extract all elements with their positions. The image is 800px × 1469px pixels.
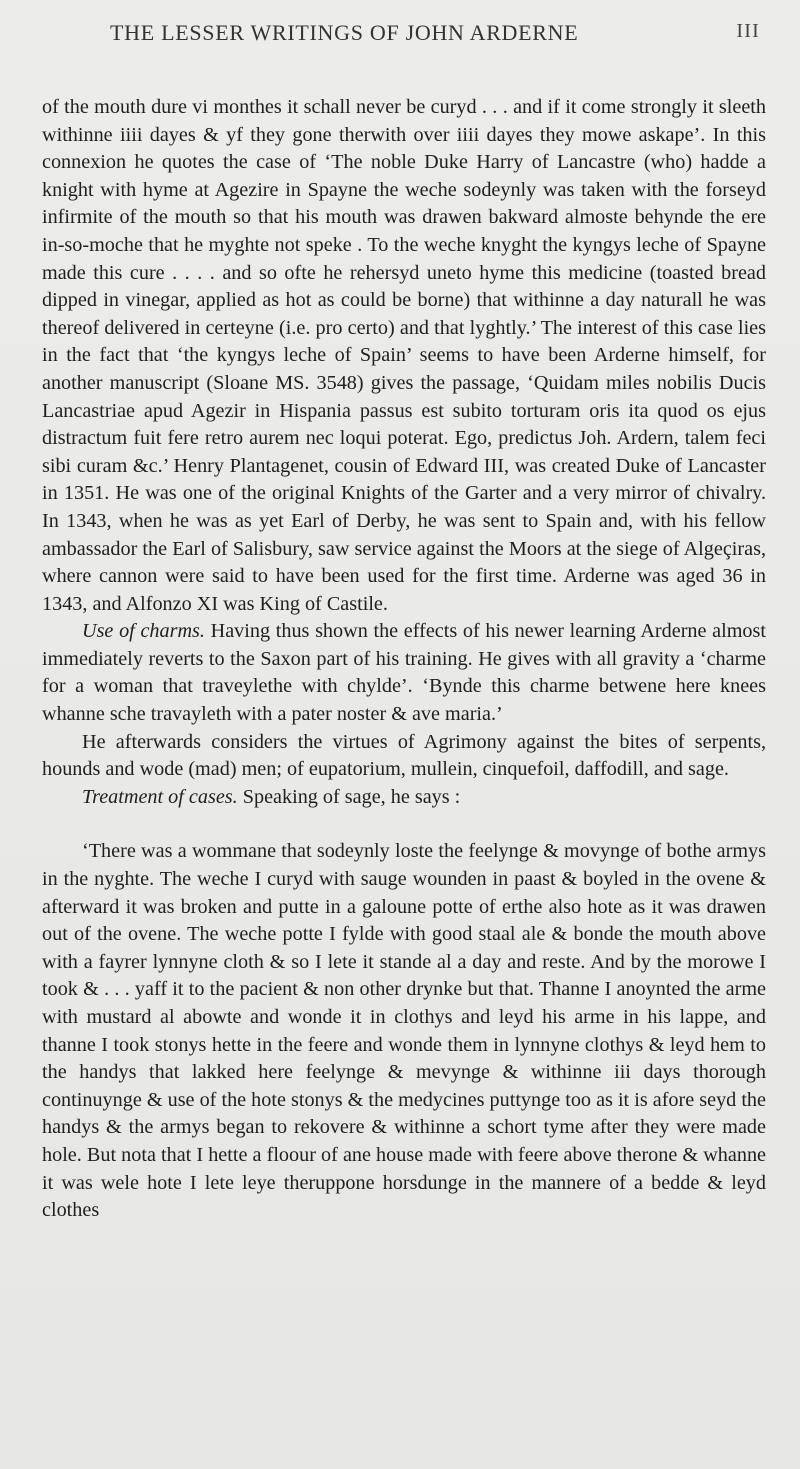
paragraph-treatment — [42, 784, 766, 812]
page-header — [42, 0, 766, 45]
running-head: THE LESSER WRITINGS OF JOHN ARDERNE — [110, 20, 579, 45]
paragraph-treatment-text: Speaking of sage, he says : — [237, 785, 461, 808]
paragraph-charms-text: Having thus shown the effects of his newer learning Arderne almost immediately reverts to the Saxon part of his training. He gives with all gravity a ‘charme for a woman that traveylethe with chylde’. ‘Bynde this charme betwene here knees whanne sche travayleth with a pater noster & ave maria.’ — [42, 620, 766, 726]
page-number: III — [736, 20, 760, 42]
body-text — [42, 94, 766, 811]
section-title-treatment: Treatment of cases. — [82, 785, 238, 808]
section-title-charms: Use of charms. — [82, 620, 205, 643]
case-quotation — [42, 838, 766, 1224]
paragraph-agrimony: He afterwards considers the virtues of Agrimony against the bites of serpents, hounds and wode (mad) men; of eupatorium, mullein, cinquefoil, daffodill, and sage. — [42, 730, 766, 781]
paragraph-charms — [42, 618, 766, 728]
quotation-text: ‘There was a wommane that sodeynly loste the feelynge & movynge of bothe armys in the nyghte. The weche I curyd with sauge wounden in paast & boyled in the ovene & afterward it was broken and putte in a galoune potte of erthe also hote as it was drawen out of the ovene. The weche potte I fylde with good staal ale & bonde the mouth above with a fayrer lynnyne cloth & so I lete it stande al a day and reste. And by the morowe I took & . . . yaff it to the pacient & non other drynke but that. Thanne I anoynted the arme with mustard al abowte and wonde it in clothys and leyd his arme in his lappe, and thanne I took stonys hette in the feere and wonde them in lynnyne clothys & leyd hem to the handys that lakked here feelynge & mevynge & withinne iii days thorough continuynge & use of the hote stonys & the medycines puttynge too as it is afore seyd the handys & the armys began to rekovere & withinne a schort tyme after they were made hole. But nota that I hette a floour of ane house made with feere above therone & whanne it was wele hote I lete leye theruppone horsdunge in the mannere of a bedde & leyd clothes — [42, 840, 766, 1222]
paragraph-1: of the mouth dure vi monthes it schall never be curyd . . . and if it come strongly it sleeth withinne iiii dayes & yf they gone therwith over iiii dayes they mowe askape’. In this connexion he quotes the case of ‘The noble Duke Harry of Lancastre (who) hadde a knight with hyme at Agezire in Spayne the weche sodeynly was taken with the forseyd infirmite of the mouth so that his mouth was drawen bakward almoste behynde the ere in-so-moche that he myghte not speke . To the weche knyght the kyngys leche of Spayne made this cure . . . . and so ofte he rehersyd uneto hyme this medicine (toasted bread dipped in vinegar, applied as hot as could be borne) that withinne a day naturall he was thereof delivered in certeyne (i.e. pro certo) and that lyghtly.’ The interest of this case lies in the fact that ‘the kyngys leche of Spain’ seems to have been Arderne himself, for another manuscript (Sloane MS. 3548) gives the passage, ‘Quidam miles nobilis Ducis Lancastriae apud Agezir in Hispania passus est subito torturam oris ita quod os ejus distractum fuit fere retro aurem nec loqui poterat. Ego, predictus Joh. Ardern, talem feci sibi curam &c.’ Henry Plantagenet, cousin of Edward III, was created Duke of Lancaster in 1351. He was one of the original Knights of the Garter and a very mirror of chivalry. In 1343, when he was as yet Earl of Derby, he was sent to Spain and, with his fellow ambassador the Earl of Salisbury, saw service against the Moors at the siege of Algeçiras, where cannon were said to have been used for the first time. Arderne was aged 36 in 1343, and Alfonzo XI was King of Castile. — [42, 96, 766, 615]
